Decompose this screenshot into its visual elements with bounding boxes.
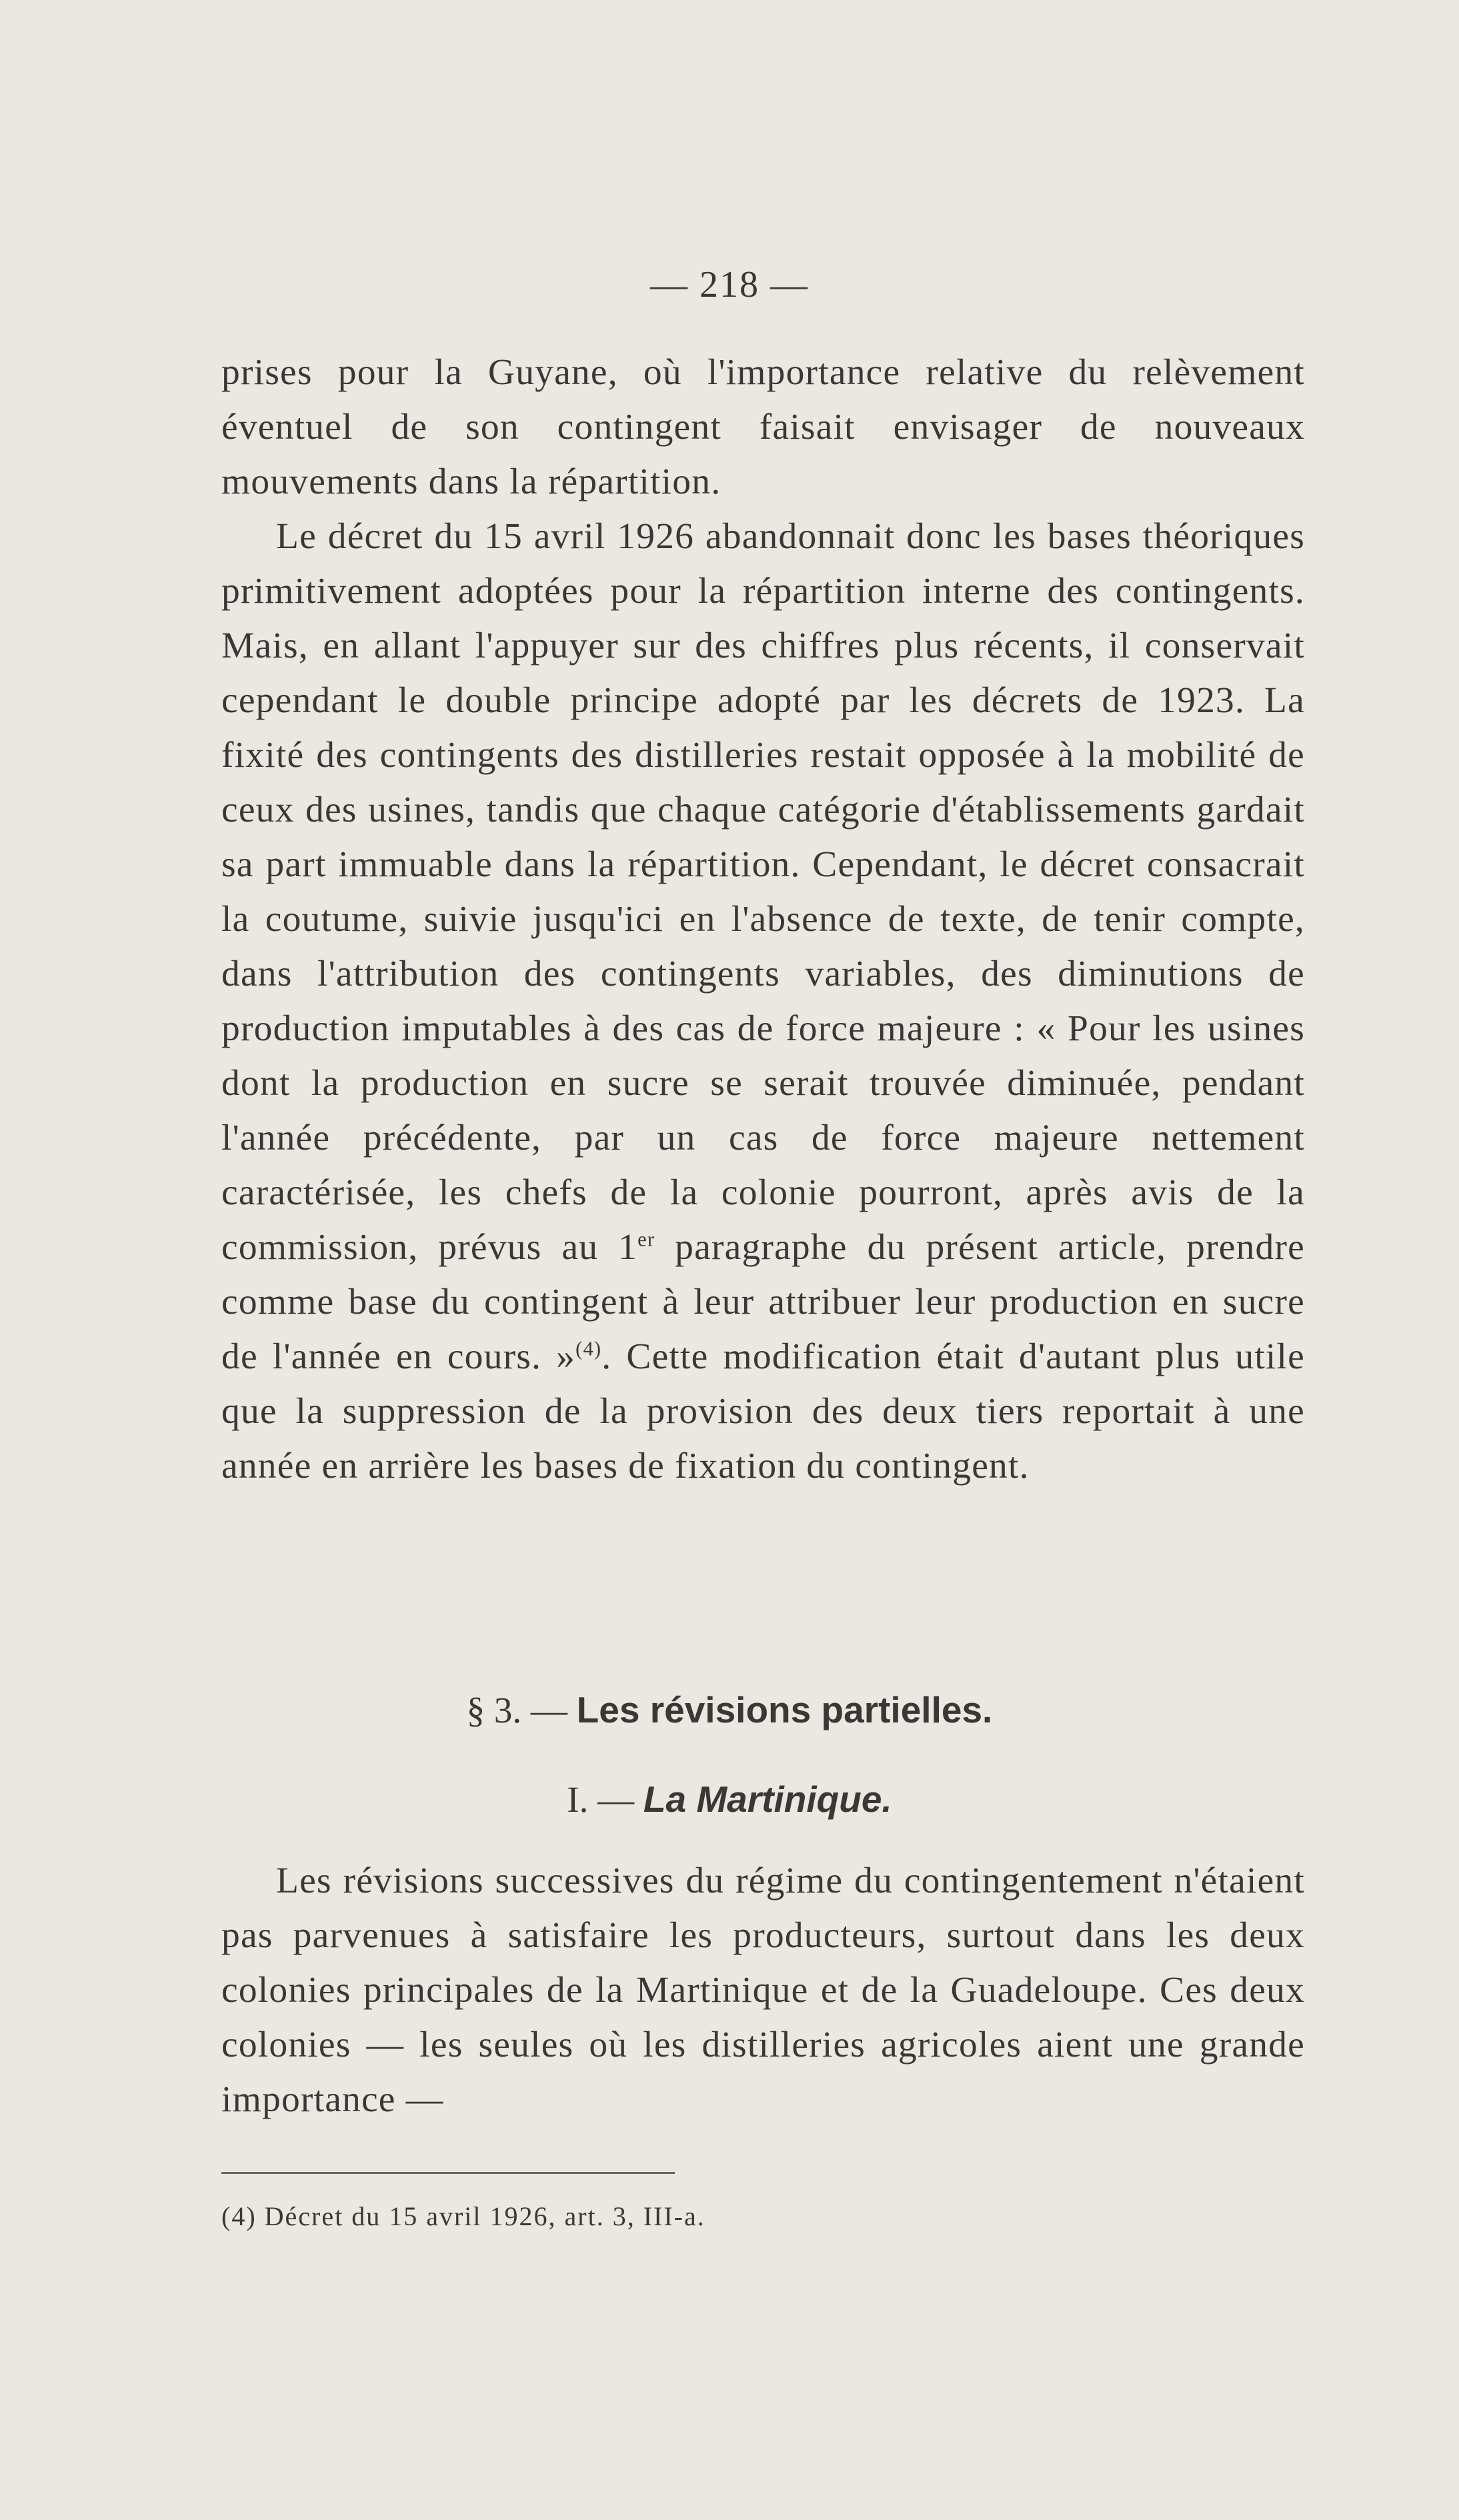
paragraph-2-part-2: paragraphe du présent article, prendre comme base du contingent à leur attribuer leur production en sucre de l'année en cours. »	[221, 1227, 1306, 1377]
subsection-title: La Martinique.	[643, 1778, 892, 1820]
body-text-bottom	[221, 1854, 1305, 2127]
paragraph-2	[221, 509, 1305, 1494]
footnote-reference: (4)	[575, 1337, 602, 1360]
page-number: — 218 —	[650, 264, 809, 305]
section-title: Les révisions partielles.	[576, 1689, 993, 1730]
footnote-divider	[221, 2172, 675, 2174]
body-text-top	[221, 345, 1305, 1494]
ordinal-number: 1	[618, 1227, 638, 1268]
paragraph-2-part-1: Le décret du 15 avril 1926 abandonnait donc les bases théoriques primitivement adoptées pour la répartition interne des contingents. Mais, en allant l'appuyer sur des chiffres plus récents, il conservait cependant le double principe adopté par les décrets de 1923. La fixité des contingents des distilleries restait opposée à la mobilité de ceux des usines, tandis que chaque catégorie d'établissements gardait sa part immuable dans la répartition. Cependant, le décret consacrait la coutume, suivie jusqu'ici en l'absence de texte, de tenir compte, dans l'attribution des contingents variables, des diminutions de production imputables à des cas de force majeure : « Pour les usines dont la production en sucre se serait trouvée diminuée, pendant l'année précédente, par un cas de force majeure nettement caractérisée, les chefs de la colonie pourront, après avis de la commission, prévus au	[221, 516, 1305, 1268]
footnote: (4) Décret du 15 avril 1926, art. 3, III-a.	[221, 2201, 705, 2231]
subsection-prefix: I. —	[567, 1779, 635, 1820]
section-heading	[0, 1688, 1459, 1731]
section-prefix: § 3. —	[466, 1690, 567, 1730]
paragraph-1: prises pour la Guyane, où l'importance relative du relèvement éventuel de son contingent faisait envisager de nouveaux mouvements dans la répartition.	[221, 352, 1305, 502]
subsection-heading	[0, 1778, 1459, 1820]
paragraph-2-part-3: . Cette modification était d'autant plus utile que la suppression de la provision des deux tiers reportait à une année en arrière les bases de fixation du contingent.	[221, 1336, 1306, 1486]
ordinal-suffix: er	[637, 1228, 655, 1251]
paragraph-3: Les révisions successives du régime du contingentement n'étaient pas parvenues à satisfaire les producteurs, surtout dans les deux colonies principales de la Martinique et de la Guadeloupe. Ces deux colonies — les seules où les distilleries agricoles aient une grande importance —	[221, 1860, 1305, 2120]
